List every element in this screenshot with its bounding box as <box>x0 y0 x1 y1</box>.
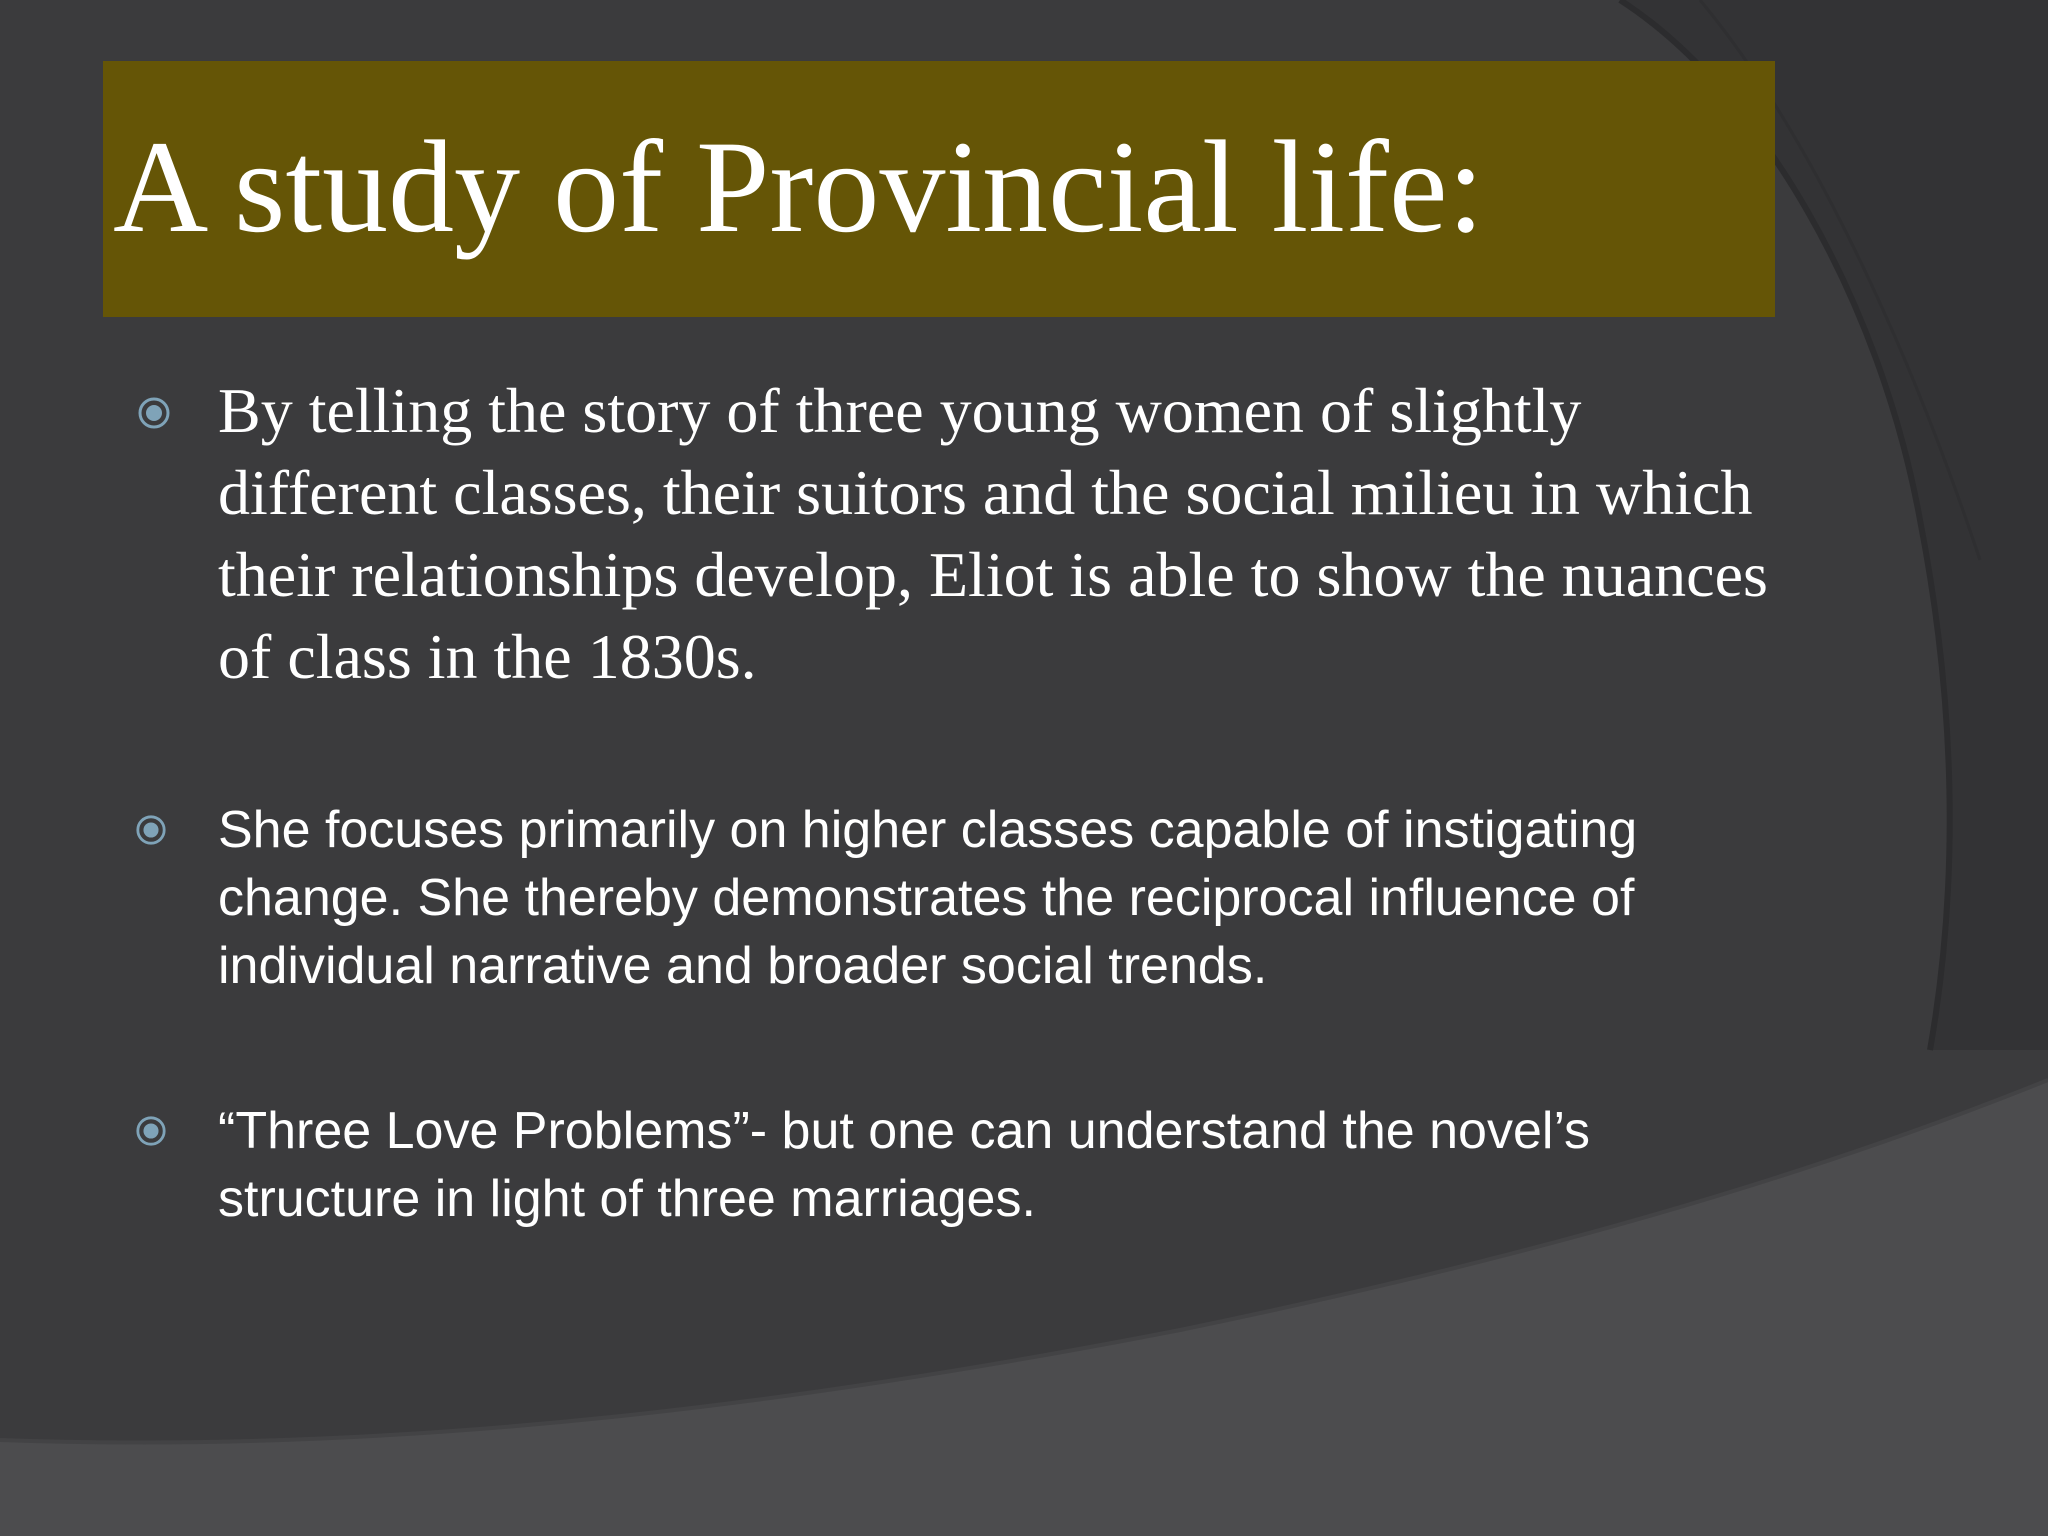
circle-target-bullet-icon <box>135 1115 167 1147</box>
bullet-text: By telling the story of three young women of slightly different classes, their suitors and the social milieu in which their relationships develop, Eliot is able to show the nuances of class in the 1830s. <box>218 375 1768 692</box>
bullet-text: “Three Love Problems”- but one can understand the novel’s structure in light of three marriages. <box>218 1102 1591 1228</box>
title-bar <box>103 61 1775 317</box>
slide-title: A study of Provincial life: <box>113 113 1485 260</box>
circle-target-bullet-icon <box>137 396 171 430</box>
bullet-text: She focuses primarily on higher classes capable of instigating change. She thereby demonstrates the reciprocal influence of individual narrative and broader social trends. <box>218 801 1638 995</box>
circle-target-bullet-icon <box>135 814 167 846</box>
